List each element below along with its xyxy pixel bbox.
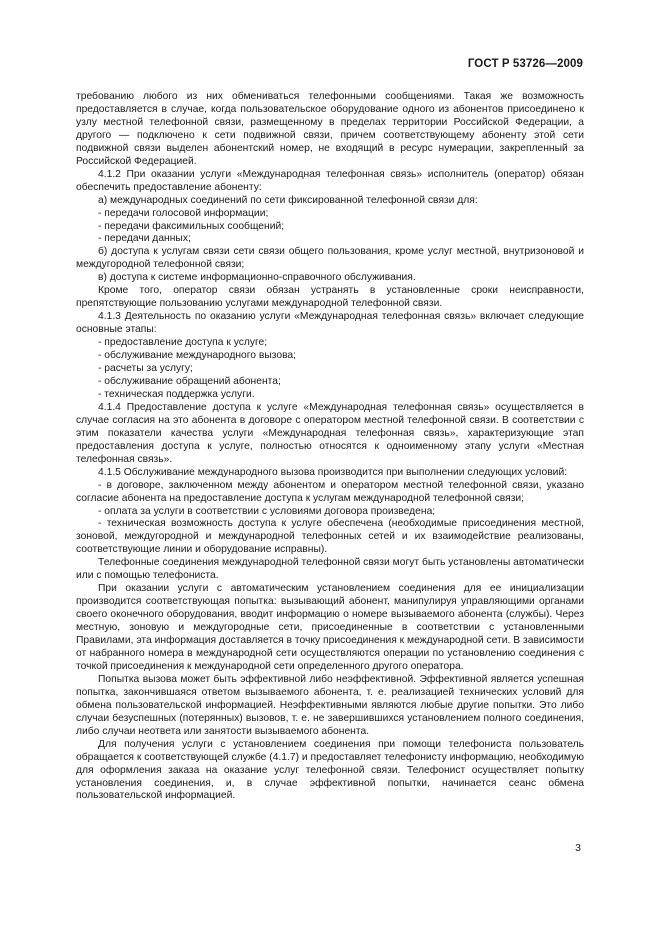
list-item: - передачи факсимильных сообщений; xyxy=(98,220,285,232)
list-item: - расчеты за услугу; xyxy=(98,363,193,375)
paragraph: 4.1.2 При оказании услуги «Международная телефонная связь» исполнитель (оператор) обязан обеспечить предоставление абоненту: xyxy=(76,168,584,193)
list-item: - техническая возможность доступа к услуге обеспечена (необходимые присоединения местной, зоновой, междугородной и международной телефонных сетей и их взаимодействие реализованы, соответствующие линии и оборудование исправны). xyxy=(76,518,584,556)
paragraph: При оказании услуги с автоматическим установлением соединения для ее инициализации производится соответствующая попытка: вызывающий абонент, манипулируя управляющими органами своего оконечного оборудования, вводит информацию о номере вызываемого абонента (службы). Через местную, зоновую и междугородные сети, присоединенные в соответствии с установленными Правилами, эта информация доставляется в точку присоединения к международной сети. В зависимости от набранного номера в международной сети осуществляются операции по установлению соединения с точкой присоединения к международной сети определенного другого оператора. xyxy=(76,583,584,672)
paragraph: Кроме того, оператор связи обязан устранять в установленные сроки неисправности, препятствующие пользованию услугами международной телефонной связи. xyxy=(76,285,584,310)
document-body xyxy=(76,91,584,803)
list-item: - обслуживание обращений абонента; xyxy=(98,375,281,387)
list-item: - обслуживание международного вызова; xyxy=(98,350,297,362)
list-item: - техническая поддержка услуги. xyxy=(98,388,255,400)
list-item: - предоставление доступа к услуге; xyxy=(98,337,268,349)
page-number: 3 xyxy=(575,842,581,854)
list-item: - в договоре, заключенном между абонентом и оператором местной телефонной связи, указано согласие абонента на предоставление доступа к услугам международной телефонной связи; xyxy=(76,479,584,504)
list-item: а) международных соединений по сети фиксированной телефонной связи для: xyxy=(98,194,478,206)
list-item: в) доступа к системе информационно-справочного обслуживания. xyxy=(98,272,416,284)
paragraph: 4.1.5 Обслуживание международного вызова производится при выполнении следующих условий: xyxy=(98,466,568,478)
paragraph: 4.1.4 Предоставление доступа к услуге «Международная телефонная связь» осуществляется в случае согласия на это абонента в договоре с оператором местной телефонной связи. В соответствии с этим показатели качества услуги «Международная телефонная связь», характеризующие этап предоставления доступа к услуге, полностью относятся к одноименному этапу услуги «Местная телефонная связь». xyxy=(76,401,584,465)
paragraph: 4.1.3 Деятельность по оказанию услуги «Международная телефонная связь» включает следующие основные этапы: xyxy=(76,311,584,336)
list-item: б) доступа к услугам связи сети связи общего пользования, кроме услуг местной, внутризоновой и междугородной телефонной связи; xyxy=(76,246,584,271)
paragraph: Для получения услуги с установлением соединения при помощи телефониста пользователь обращается к соответствующей службе (4.1.7) и предоставляет телефонисту информацию, необходимую для оформления заказа на оказание услуг телефонной связи. Телефонист осуществляет попытку установления соединения, и, в случае эффективной попытки, начинается сеанс обмена пользовательской информацией. xyxy=(76,738,584,802)
list-item: - оплата за услуги в соответствии с условиями договора произведена; xyxy=(98,505,436,517)
paragraph: Попытка вызова может быть эффективной либо неэффективной. Эффективной является успешная попытка, закончившаяся ответом вызываемого абонента, т. е. реализацией технических условий для обмена пользовательской информацией. Неэффективными являются любые другие попытки. Это либо случаи безуспешных (потерянных) вызовов, т. е. не завершившихся установлением полного соединения, либо случаи неответа или занятости вызываемого абонента. xyxy=(76,673,584,737)
standard-designation: ГОСТ Р 53726—2009 xyxy=(467,58,583,70)
list-item: - передачи голосовой информации; xyxy=(98,207,269,219)
list-item: - передачи данных; xyxy=(98,233,191,245)
paragraph: Телефонные соединения международной телефонной связи могут быть установлены автоматически или с помощью телефониста. xyxy=(76,557,584,582)
paragraph: требованию любого из них обмениваться телефонными сообщениями. Такая же возможность предоставляется в случае, когда пользовательское оборудование одного из абонентов присоединено к узлу местной телефонной связи, размещенному в пределах территории Российской Федерации, а другого — подключено к сети подвижной связи, причем соответствующему абоненту этой сети подвижной связи выделен абонентский номер, не входящий в ресурс нумерации, закрепленный за Российской Федерацией. xyxy=(76,91,584,167)
